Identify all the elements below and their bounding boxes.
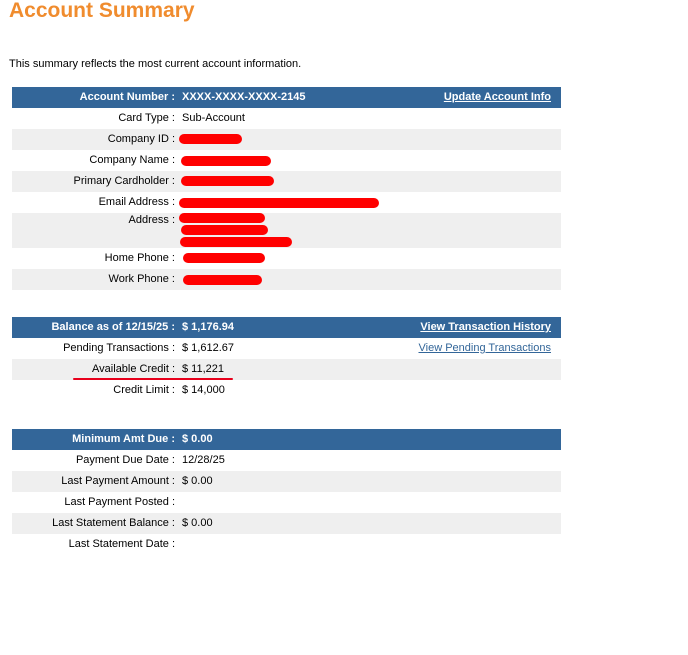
company-id-redaction <box>179 134 242 144</box>
update-account-info-link[interactable]: Update Account Info <box>443 91 551 103</box>
minimum-amt-due-value: $ 0.00 <box>182 433 213 445</box>
home-phone-redaction <box>183 253 265 263</box>
credit-limit-value: $ 14,000 <box>182 384 225 396</box>
card-type-label: Card Type : <box>118 112 175 124</box>
payment-header-row <box>12 429 561 450</box>
last-statement-balance-label: Last Statement Balance : <box>52 517 175 529</box>
view-pending-transactions-link[interactable]: View Pending Transactions <box>418 342 551 354</box>
company-name-label: Company Name : <box>89 154 175 166</box>
primary-cardholder-label: Primary Cardholder : <box>73 175 175 187</box>
last-statement-date-row <box>12 534 561 555</box>
company-name-row <box>12 150 561 171</box>
email-address-row <box>12 192 561 213</box>
page-title: Account Summary <box>9 0 195 22</box>
company-name-redaction <box>181 156 271 166</box>
credit-limit-label: Credit Limit : <box>113 384 175 396</box>
balance-header-row <box>12 317 561 338</box>
address-redaction-2 <box>181 225 268 235</box>
address-row <box>12 213 561 248</box>
credit-limit-row <box>12 380 561 401</box>
email-address-redaction <box>179 198 379 208</box>
payment-due-date-label: Payment Due Date : <box>75 454 175 466</box>
last-payment-amount-label: Last Payment Amount : <box>61 475 175 487</box>
home-phone-label: Home Phone : <box>104 252 175 264</box>
company-id-row <box>12 129 561 150</box>
address-redaction-3 <box>180 237 292 247</box>
view-transaction-history-link[interactable]: View Transaction History <box>420 321 551 333</box>
last-payment-posted-row <box>12 492 561 513</box>
primary-cardholder-redaction <box>181 176 274 186</box>
pending-transactions-label: Pending Transactions : <box>63 342 175 354</box>
address-redaction-1 <box>179 213 265 223</box>
home-phone-row <box>12 248 561 269</box>
account-number-label: Account Number : <box>79 91 175 103</box>
email-address-label: Email Address : <box>98 196 175 208</box>
payment-due-date-row <box>12 450 561 471</box>
last-statement-balance-value: $ 0.00 <box>182 517 213 529</box>
pending-transactions-row <box>12 338 561 359</box>
last-payment-amount-value: $ 0.00 <box>182 475 213 487</box>
company-id-label: Company ID : <box>107 133 175 145</box>
last-statement-date-label: Last Statement Date : <box>68 538 175 550</box>
minimum-amt-due-label: Minimum Amt Due : <box>72 433 175 445</box>
balance-label: Balance as of 12/15/25 : <box>51 321 175 333</box>
primary-cardholder-row <box>12 171 561 192</box>
payment-due-date-value: 12/28/25 <box>182 454 225 466</box>
card-type-value: Sub-Account <box>182 112 245 124</box>
payment-section <box>12 429 561 555</box>
card-type-row <box>12 108 561 129</box>
available-credit-value: $ 11,221 <box>182 363 225 375</box>
account-number-value: XXXX-XXXX-XXXX-2145 <box>182 91 306 103</box>
work-phone-label: Work Phone : <box>108 273 175 285</box>
work-phone-row <box>12 269 561 290</box>
last-payment-amount-row <box>12 471 561 492</box>
balance-section <box>12 317 561 401</box>
last-statement-balance-row <box>12 513 561 534</box>
account-section <box>12 87 561 290</box>
available-credit-label: Available Credit : <box>92 363 175 375</box>
last-payment-posted-label: Last Payment Posted : <box>64 496 175 508</box>
balance-value: $ 1,176.94 <box>182 321 234 333</box>
work-phone-redaction <box>183 275 262 285</box>
address-label: Address : <box>128 214 175 226</box>
available-credit-row <box>12 359 561 380</box>
pending-transactions-value: $ 1,612.67 <box>182 342 234 354</box>
account-header-row <box>12 87 561 108</box>
intro-text: This summary reflects the most current account information. <box>9 58 302 70</box>
